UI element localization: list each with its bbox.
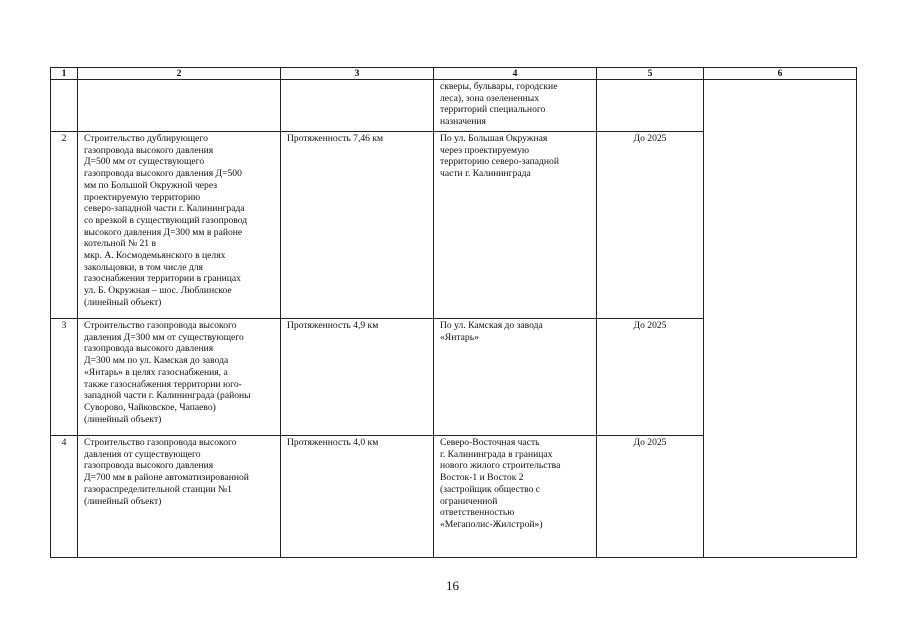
table-row-continuation	[51, 80, 857, 132]
page-number: 16	[446, 578, 459, 593]
cell-term: До 2025	[597, 436, 704, 558]
infrastructure-table	[50, 67, 857, 558]
cell-location: скверы, бульвары, городские леса), зона озелененных территорий специального назначения	[434, 80, 597, 132]
cell-param	[281, 80, 434, 132]
cell-name: Строительство дублирующего газопровода высокого давления Д=500 мм от существующего газопровода высокого давления Д=500 мм по Большой Окружной через проектируемую территорию северо-западной части г. Калининграда со врезкой в существующий газопровод высокого давления Д=300 мм в районе котельной № 21 в мкр. А. Космодемьянского в целях закольцовки, в том числе для газоснабжения территории в границах ул. Б. Окружная – шос. Люблинское (линейный объект)	[78, 132, 281, 319]
cell-term: До 2025	[597, 319, 704, 436]
cell-location: По ул. Камская до завода «Янтарь»	[434, 319, 597, 436]
cell-location: По ул. Большая Окружная через проектируемую территорию северо-западной части г. Калининграда	[434, 132, 597, 319]
header-col-1: 1	[51, 68, 78, 80]
cell-num: 3	[51, 319, 78, 436]
cell-note	[704, 80, 857, 558]
cell-term: До 2025	[597, 132, 704, 319]
header-col-6: 6	[704, 68, 857, 80]
header-col-3: 3	[281, 68, 434, 80]
cell-name: Строительство газопровода высокого давления Д=300 мм от существующего газопровода высокого давления Д=300 мм по ул. Камская до завода «Янтарь» в целях газоснабжения, а также газоснабжения территории юго- западной части г. Калининграда (районы Суворово, Чайковское, Чапаево) (линейный объект)	[78, 319, 281, 436]
cell-num: 4	[51, 436, 78, 558]
cell-param: Протяженность 7,46 км	[281, 132, 434, 319]
cell-param: Протяженность 4,9 км	[281, 319, 434, 436]
cell-num: 2	[51, 132, 78, 319]
cell-term	[597, 80, 704, 132]
cell-name: Строительство газопровода высокого давления от существующего газопровода высокого давления Д=700 мм в районе автоматизированной газораспределительной станции №1 (линейный объект)	[78, 436, 281, 558]
header-col-4: 4	[434, 68, 597, 80]
cell-location: Северо-Восточная часть г. Калининграда в границах нового жилого строительства Восток-1 и Восток 2 (застройщик общество с ограниченной ответственностью «Мегаполис-Жилстрой»)	[434, 436, 597, 558]
header-col-5: 5	[597, 68, 704, 80]
header-col-2: 2	[78, 68, 281, 80]
cell-name	[78, 80, 281, 132]
cell-num	[51, 80, 78, 132]
header-row	[51, 68, 857, 80]
cell-param: Протяженность 4,0 км	[281, 436, 434, 558]
